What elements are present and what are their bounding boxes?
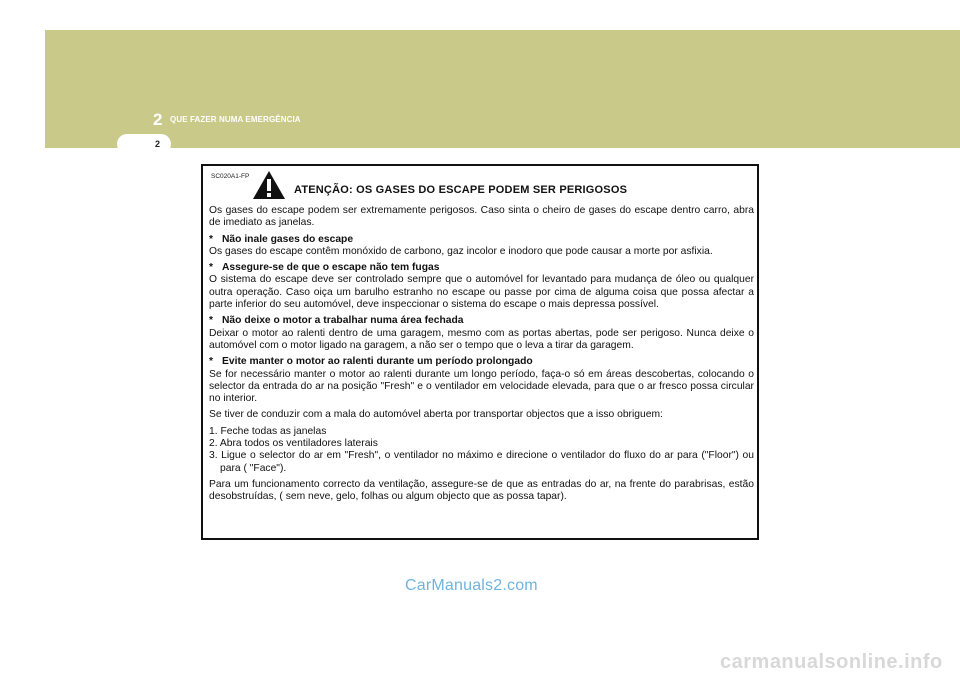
section-code: SC020A1-FP — [211, 173, 250, 180]
chapter-number: 2 — [153, 110, 163, 129]
trunk-note: Se tiver de conduzir com a mala do automóvel aberta por transportar objectos que a isso obriguem: — [209, 409, 663, 421]
list-item: 2. Abra todos os ventiladores laterais — [209, 438, 378, 450]
closing-paragraph: Para um funcionamento correcto da ventilação, assegure-se de que as entradas do ar, na frente do parabrisas, estão desobstruídas, ( sem neve, gelo, folhas ou algum objecto que as possa tapar). — [209, 478, 754, 503]
exclamation-icon — [252, 170, 286, 200]
page-number: 2 — [155, 139, 161, 149]
section-heading: * Não inale gases do escape — [209, 233, 354, 245]
watermark-text: carmanualsonline.info — [720, 651, 943, 673]
section-text: Deixar o motor ao ralenti dentro de uma garagem, mesmo com as portas abertas, pode ser perigoso. Nunca deixe o automóvel com o motor ligado na garagem, a não ser o tempo que o leva a tirar da garagem. — [209, 327, 754, 351]
section-text: Se for necessário manter o motor ao ralenti durante um longo período, faça-o só em áreas descobertas, colocando o selector da entrada do ar na posição "Fresh" e o ventilador em velocidade elevada, para que o ar fresco possa circular no interior. — [209, 368, 754, 405]
list-item: 1. Feche todas as janelas — [209, 425, 327, 437]
section-heading: * Assegure-se de que o escape não tem fugas — [209, 262, 440, 274]
page-number-tab — [117, 134, 171, 154]
chapter-title: QUE FAZER NUMA EMERGÊNCIA — [170, 115, 301, 124]
section-text: O sistema do escape deve ser controlado sempre que o automóvel for levantado para mudança de óleo ou qualquer outra operação. Caso oiça um barulho estranho no escape ou passe por cima de alguma coisa que possa afectar a parte inferior do seu automóvel, deve inspeccionar o sistema do escape o mais depressa possível. — [209, 274, 754, 311]
section-heading: * Não deixe o motor a trabalhar numa área fechada — [209, 315, 464, 327]
warning-title: ATENÇÃO: OS GASES DO ESCAPE PODEM SER PERIGOSOS — [294, 184, 628, 196]
warning-body — [209, 205, 754, 508]
section-text: Os gases do escape contêm monóxido de carbono, gaz incolor e inodoro que pode causar a morte por asfixia. — [209, 245, 713, 257]
section-heading: * Evite manter o motor ao ralenti durante um período prolongado — [209, 356, 533, 368]
steps-list — [209, 426, 754, 475]
intro-paragraph: Os gases do escape podem ser extremamente perigosos. Caso sinta o cheiro de gases do escape dentro carro, abra de imediato as janelas. — [209, 205, 754, 229]
header-band — [45, 30, 960, 148]
list-item: 3. Ligue o selector do ar em "Fresh", o ventilador no máximo e direcione o ventilador do fluxo do ar para ("Floor") ou para ( "Face"). — [209, 450, 754, 474]
watermark-link[interactable]: CarManuals2.com — [405, 577, 538, 594]
